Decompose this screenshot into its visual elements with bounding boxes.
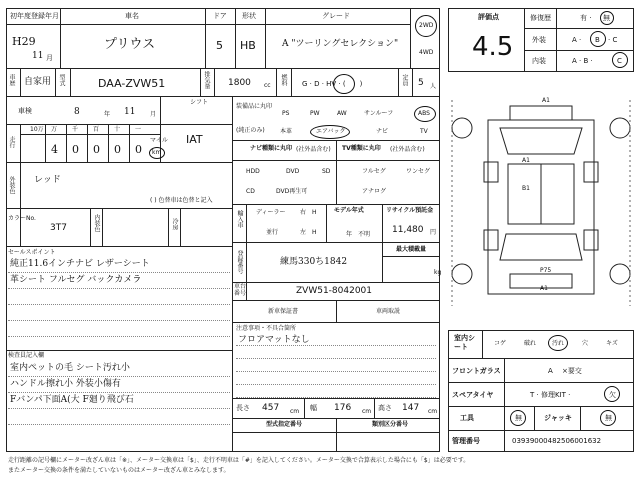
- tv-0: フルセグ: [362, 168, 386, 175]
- repair-options: 有 ·: [580, 14, 592, 22]
- equip2-1: エアバック: [316, 128, 346, 135]
- mileage-unit-0: 10万: [30, 126, 44, 133]
- registration-value: 練馬330ち1842: [280, 257, 348, 267]
- equipment-label: 装備品に丸印: [236, 103, 273, 110]
- max-load-label: 最大積載量: [396, 246, 427, 253]
- color-no-value: 3T7: [50, 223, 67, 233]
- width-unit: cm: [362, 408, 372, 415]
- displacement-label: 排気量: [203, 71, 210, 89]
- mileage-digit-5: 0: [135, 143, 142, 156]
- recycle-fee-label: リサイクル預託金: [386, 207, 434, 214]
- class-number-label: 類別区分番号: [372, 421, 409, 428]
- tv-sub: (社外品含む): [390, 146, 425, 153]
- shift-value: IAT: [186, 133, 203, 146]
- diagram-a1-bottom: A1: [540, 285, 548, 292]
- first-reg-label: 初年度登録年月: [10, 12, 59, 20]
- doors-value: 5: [216, 39, 223, 52]
- import-dealer: ディーラー: [256, 209, 286, 216]
- mileage-unit-5: 一: [135, 126, 142, 133]
- navi-1: DVD: [286, 168, 300, 175]
- exterior-selected: B: [595, 36, 600, 44]
- tv-1: ワンセグ: [406, 168, 431, 175]
- inspector-line-1: ハンドル擦れ小 外装小傷有: [10, 379, 121, 389]
- inspection-year: 8: [74, 107, 80, 117]
- navi-0: HDD: [246, 168, 260, 175]
- exterior-options: A ·: [572, 36, 582, 44]
- footer-line2: またメーター交換の条件を満たしていないものはメーター改ざん車とみなします。: [8, 467, 230, 474]
- seat-option-3: 穴: [582, 340, 589, 347]
- repair-label: 修復歴: [530, 14, 551, 22]
- navi-sub: (社外品含む): [296, 146, 331, 153]
- sales-line-1: 革シート フルセグ バックカメラ: [10, 275, 142, 285]
- spare-tire-selected: 欠: [609, 391, 616, 399]
- tools-label: 工具: [460, 414, 474, 422]
- fuel-hv-circle: [333, 74, 355, 94]
- equip-0: PS: [282, 110, 290, 117]
- fuel-label: 燃料: [280, 74, 287, 86]
- repair-selected: 無: [603, 14, 610, 22]
- first-reg-month: 11: [32, 51, 44, 61]
- equip-2: AW: [337, 110, 347, 117]
- mileage-unit-4: 十: [114, 126, 121, 133]
- airbag-circle: [310, 125, 350, 139]
- control-no-value: 03939000482506001632: [512, 437, 602, 445]
- capacity-label: 定員: [401, 74, 408, 86]
- first-reg-year: H29: [12, 35, 36, 48]
- mileage-digit-4: 0: [114, 143, 121, 156]
- equip2-0: 本革: [280, 128, 293, 135]
- interior-selected: C: [617, 57, 622, 65]
- score-label: 評価点: [478, 13, 499, 21]
- footer-line1: 走行距離の記号欄にメーター改ざん車は「※」、メーター交換車は「$」、走行不明車は「#」を記入してください。メーター交換で合算表示した場合にも「$」は必要です。: [8, 457, 470, 464]
- front-glass-value: A ×要交: [548, 367, 582, 375]
- color-value: レッド: [34, 175, 61, 185]
- model-name-label: 車名: [125, 12, 139, 20]
- height-label: 高さ: [378, 404, 392, 412]
- notes-line-0: フロアマットなし: [238, 335, 310, 345]
- inspection-month: 11: [124, 107, 136, 117]
- model-name: プリウス: [104, 37, 156, 52]
- usage-label: 車歴: [8, 74, 15, 86]
- registration-label: 登録番号: [236, 250, 243, 274]
- color-no-label: カラーNo.: [8, 215, 36, 222]
- front-glass-label: フロントガラス: [452, 367, 501, 375]
- mileage-unit-2: 千: [72, 126, 79, 133]
- spare-tire-options: T · 修理KIT ·: [530, 391, 571, 399]
- model-year-value: 年 不明: [346, 231, 371, 238]
- interior-options: A · B ·: [572, 57, 593, 65]
- tv-label: TV種類に丸印: [342, 145, 381, 152]
- inspection-year-unit: 年: [104, 111, 111, 118]
- type-label: 型式: [58, 74, 65, 86]
- diagram-a1-top: A1: [542, 97, 550, 104]
- tv2-0: アナログ: [362, 188, 387, 195]
- color-note: ( ) 色替車は色替と記入: [150, 197, 213, 204]
- interior-color-label: 内装色: [93, 214, 100, 232]
- chassis-value: ZVW51-8042001: [296, 286, 373, 296]
- navi-label: ナビ種類に丸印: [250, 145, 293, 152]
- height-value: 147: [402, 403, 420, 413]
- import-h1: H: [312, 209, 317, 216]
- import-label: 輸入車: [236, 210, 243, 228]
- tools-value: 無: [515, 414, 522, 422]
- first-reg-month-unit: 月: [46, 54, 53, 62]
- mileage-label: 走行: [8, 136, 15, 148]
- ac-label: 冷房: [171, 218, 178, 230]
- usage-value: 自家用: [24, 77, 52, 87]
- drive-4wd: 4WD: [419, 49, 434, 56]
- displacement-value: 1800: [228, 78, 251, 88]
- shape-value: HB: [240, 39, 256, 52]
- sales-points-label: セールスポイント: [8, 249, 56, 256]
- equip2-3: TV: [420, 128, 428, 135]
- mileage-unit-3: 百: [93, 126, 100, 133]
- color-label: 外装色: [8, 176, 15, 194]
- sales-line-0: 純正11.6インチナビ レザーシート: [10, 259, 150, 269]
- chassis-label: 車台番号: [234, 283, 247, 297]
- diagram-a1-mid: A1: [522, 157, 530, 164]
- import-right: 右: [300, 209, 307, 216]
- interior-seat-label: 室内シート: [454, 334, 475, 352]
- navi2-1: DVD再生可: [276, 188, 308, 195]
- equip-1: PW: [310, 110, 320, 117]
- inspector-label: 検査員記入欄: [8, 352, 45, 359]
- seat-selected-circle: [548, 335, 568, 351]
- grade-value: A "ツーリングセレクション": [282, 39, 399, 49]
- mileage-unit-km: km: [152, 149, 162, 156]
- inspection-label: 車検: [18, 107, 32, 115]
- length-label: 長さ: [236, 404, 250, 412]
- model-year-label: モデル年式: [334, 207, 364, 214]
- import-h2: H: [312, 229, 317, 236]
- shift-label: シフト: [190, 99, 209, 106]
- length-unit: cm: [290, 408, 300, 415]
- vehicle-manual: 車両取説: [376, 308, 401, 315]
- exterior-tail: · C: [608, 36, 618, 44]
- width-label: 幅: [310, 404, 317, 412]
- navi2-0: CD: [246, 188, 255, 195]
- diagram-b1: B1: [522, 185, 530, 192]
- score-value: 4.5: [472, 32, 514, 62]
- navi-2: SD: [322, 168, 331, 175]
- mileage-digit-3: 0: [93, 143, 100, 156]
- control-no-label: 管理番号: [452, 437, 480, 445]
- spare-tire-label: スペアタイヤ: [452, 391, 494, 399]
- new-car-warranty: 新車保証書: [268, 308, 299, 315]
- grade-label: グレード: [322, 12, 350, 20]
- inspector-line-0: 室内ペットの毛 シート汚れ小: [10, 363, 130, 373]
- doors-label: ドア: [213, 12, 227, 20]
- mileage-unit-mile: マイル: [150, 137, 168, 144]
- displacement-unit: cc: [264, 82, 271, 89]
- recycle-fee-unit: 円: [430, 229, 437, 236]
- fuel-options: G · D · HV · ( ): [302, 80, 363, 88]
- notes-label: 注意事項・不具合箇所: [236, 325, 297, 332]
- type-value: DAA-ZVW51: [98, 77, 166, 90]
- exterior-label: 外装: [532, 36, 546, 44]
- import-parallel: 並行: [266, 229, 279, 236]
- width-value: 176: [334, 403, 352, 413]
- length-value: 457: [262, 403, 280, 413]
- equip-3: サンルーフ: [364, 110, 394, 117]
- mileage-unit-1: 万: [51, 126, 58, 133]
- capacity-unit: 人: [430, 83, 437, 90]
- abs-circle: [414, 106, 436, 122]
- diagram-p75: P75: [540, 267, 552, 274]
- mileage-digit-1: 4: [51, 143, 58, 156]
- jack-label: ジャッキ: [544, 414, 572, 422]
- jack-value: 無: [605, 414, 612, 422]
- interior-label: 内装: [532, 57, 546, 65]
- mileage-digit-2: 0: [72, 143, 79, 156]
- recycle-fee-value: 11,480: [392, 225, 424, 235]
- seat-option-1: 破れ: [524, 340, 537, 347]
- type-designation-label: 型式指定番号: [266, 421, 303, 428]
- capacity-value: 5: [418, 78, 424, 88]
- inspector-line-2: Fバンパ下面A(大 F廻り飛び石: [10, 395, 134, 405]
- equip2-2: ナビ: [376, 128, 389, 135]
- height-unit: cm: [428, 408, 438, 415]
- shape-label: 形状: [242, 12, 256, 20]
- seat-option-2: 汚れ: [552, 340, 565, 347]
- seat-option-0: コゲ: [494, 340, 507, 347]
- import-left: 左: [300, 229, 307, 236]
- equip-4: ABS: [418, 110, 430, 117]
- inspection-month-unit: 月: [150, 111, 157, 118]
- seat-option-4: キズ: [606, 340, 618, 347]
- drive-2wd: 2WD: [419, 22, 434, 29]
- max-load-unit: kg: [434, 269, 442, 276]
- equipment-sub: (純正のみ): [236, 127, 265, 134]
